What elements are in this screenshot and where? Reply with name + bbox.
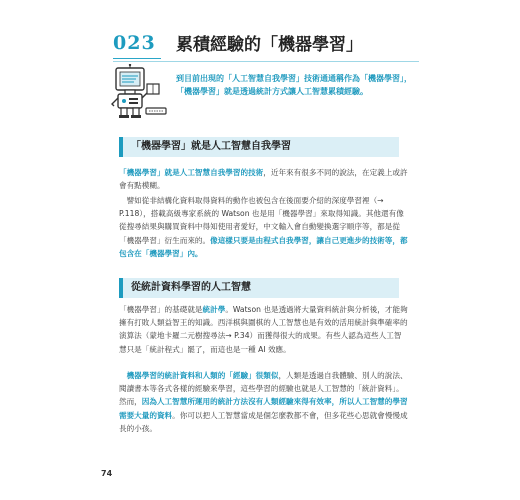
paragraph-4-text-b: 。你可以把人工智慧當成是個怎麼教都不會，但多花些心思就會慢慢成長的小孩。 [119, 410, 408, 433]
paragraph-4-highlight-a: 機器學習的統計資料和人類的「經驗」很類似 [126, 371, 279, 380]
title-divider [113, 61, 419, 62]
paragraph-1-highlight: 「機器學習」就是人工智慧自我學習的技術 [119, 168, 264, 177]
chapter-lead: 到目前出現的「人工智慧自我學習」技術通通稱作為「機器學習」，「機器學習」就是透過統計方式讓人工智慧累積經驗。 [176, 74, 412, 96]
page-number: 74 [101, 469, 113, 478]
paragraph-1-text: ，近年來有很多不同的說法，在定義上或許會有點模糊。 [119, 168, 408, 191]
section-heading-2: 從統計資料學習的人工智慧 [119, 278, 399, 298]
paragraph-4-highlight-b: 因為人工智慧所運用的統計方法沒有人類經驗來得有效率，所以人工智慧的學習需要大量的資料 [119, 397, 408, 420]
paragraph-1 [119, 166, 409, 192]
paragraph-3 [119, 303, 409, 356]
chapter-badge [113, 28, 161, 59]
paragraph-4-text-a: ，人類是透過自我體驗、別人的說法、閱讀書本等各式各樣的經驗來學習，這些學習的經驗也就是人工智慧的「統計資料」。然而， [119, 371, 408, 407]
paragraph-3-text-b: 。Watson 也是透過將大量資料統計與分析後，才能夠擁有打敗人類益智王的知識。西洋棋與圍棋的人工智慧也是有效的活用統計與準確率的演算法（蒙地卡羅二元樹搜尋法→ P.34）而獲得很大的成果。有些人認為這些人工智慧只是「統計程式」罷了，而這也是一種 AI 效應。 [119, 305, 408, 354]
section-heading-1: 「機器學習」就是人工智慧自我學習 [119, 137, 399, 157]
paragraph-2-highlight: 像這樣只要是由程式自我學習，讓自己更進步的技術等，都包含在「機器學習」內。 [119, 235, 408, 258]
paragraph-3-highlight: 統計學 [202, 305, 226, 314]
chapter-number: 023 [113, 32, 156, 54]
paragraph-3-text-a: 「機器學習」的基礎就是 [119, 305, 203, 314]
chapter-title: 累積經驗的「機器學習」 [176, 35, 363, 55]
paragraph-2 [119, 194, 409, 260]
robot-computer-icon [110, 64, 170, 120]
paragraph-2-text: 譬如從非結構化資料取得資料的動作也被包含在後面要介紹的深度學習裡（→ P.118），搭載高級專家系統的 Watson 也是用「機器學習」來取得知識。其他還有像從搜尋結果與購買資料中得知使用者愛好，中文輸入會自動變換選字順序等，都是從「機器學習」衍生而來的。 [119, 196, 404, 245]
paragraph-4 [119, 369, 409, 435]
